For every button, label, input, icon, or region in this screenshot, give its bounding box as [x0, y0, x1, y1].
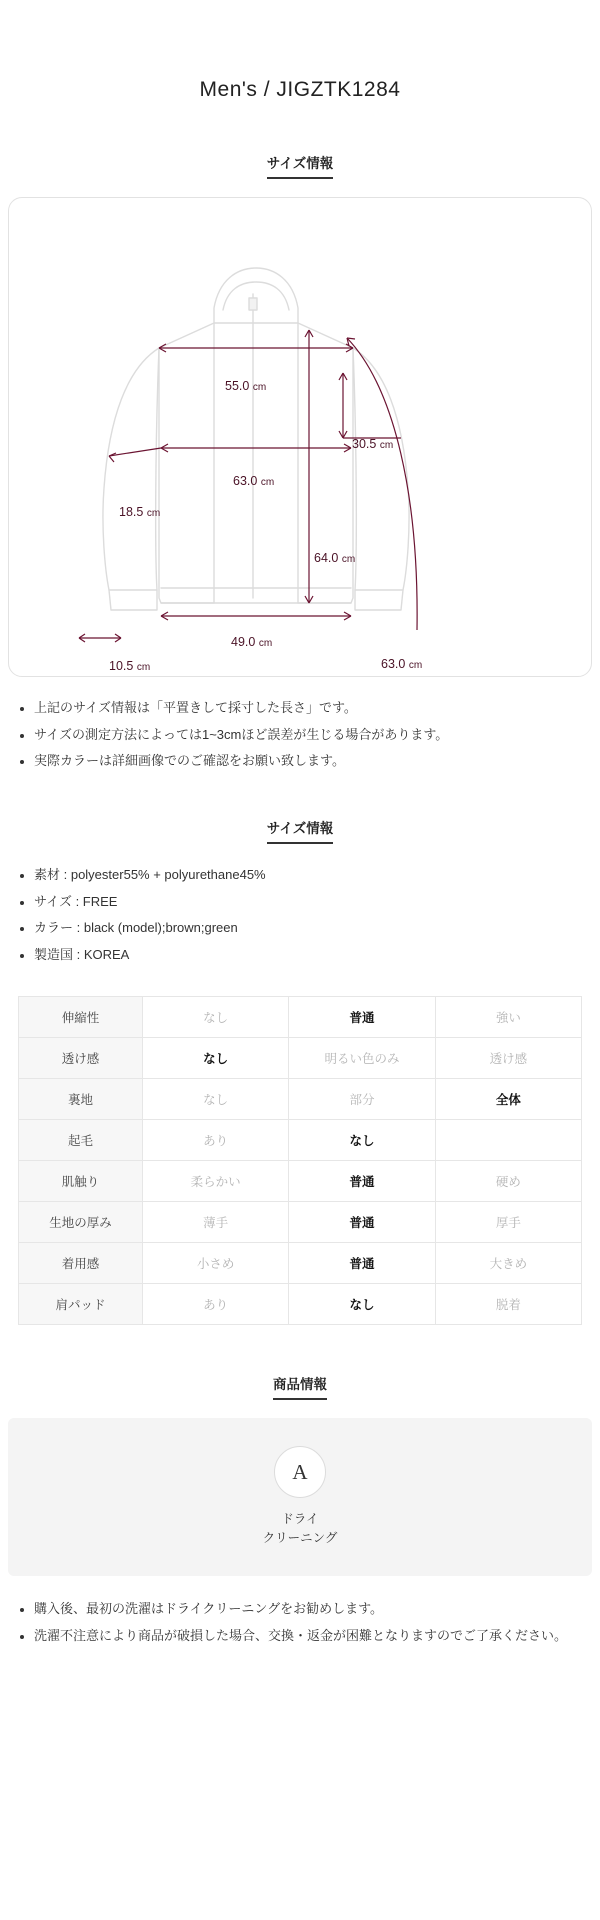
care-label-line2: クリーニング: [262, 1531, 338, 1546]
row-label: 着用感: [19, 1243, 143, 1284]
option-cell: 普通: [289, 1161, 435, 1202]
spec-table: [18, 996, 582, 1325]
size-info-2-heading-wrap: [0, 817, 600, 844]
option-cell: 部分: [289, 1079, 435, 1120]
option-cell: なし: [289, 1284, 435, 1325]
option-cell: 強い: [435, 997, 581, 1038]
option-cell: [435, 1120, 581, 1161]
list-item: サイズの測定方法によっては1~3cmほど誤差が生じる場合があります。: [34, 722, 574, 749]
table-row: [19, 1284, 582, 1325]
row-label: 肌触り: [19, 1161, 143, 1202]
table-row: [19, 1038, 582, 1079]
notes-top-list: [0, 695, 600, 775]
product-info-heading-wrap: [0, 1373, 600, 1400]
page-title: Men's / JIGZTK1284: [199, 78, 401, 101]
list-item: 洗濯不注意により商品が破損した場合、交換・返金が困難となりますのでご了承ください。: [34, 1623, 574, 1650]
dim-shoulder: 55.0 cm: [225, 379, 267, 393]
list-item: 上記のサイズ情報は「平置きして採寸した長さ」です。: [34, 695, 574, 722]
table-row: [19, 1161, 582, 1202]
care-label: [263, 1510, 338, 1549]
option-cell: なし: [143, 997, 289, 1038]
notes-bottom-list: [0, 1596, 600, 1689]
option-cell: なし: [143, 1038, 289, 1079]
option-cell: 普通: [289, 1202, 435, 1243]
row-label: 伸縮性: [19, 997, 143, 1038]
option-cell: 小さめ: [143, 1243, 289, 1284]
dim-cuff: 18.5 cm: [119, 505, 161, 519]
option-cell: 普通: [289, 1243, 435, 1284]
option-cell: 透け感: [435, 1038, 581, 1079]
product-info-heading: 商品情報: [273, 1373, 327, 1400]
size-info-heading-wrap: [0, 152, 600, 179]
option-cell: なし: [289, 1120, 435, 1161]
option-cell: 柔らかい: [143, 1161, 289, 1202]
list-item: サイズ : FREE: [34, 889, 574, 916]
table-row: [19, 1243, 582, 1284]
care-label-line1: ドライ: [281, 1512, 319, 1527]
option-cell: 脱着: [435, 1284, 581, 1325]
list-item: カラー : black (model);brown;green: [34, 915, 574, 942]
table-row: [19, 1202, 582, 1243]
list-item: 製造国 : KOREA: [34, 942, 574, 969]
dim-hem-rib: 10.5 cm: [109, 659, 151, 673]
table-row: [19, 1079, 582, 1120]
option-cell: 硬め: [435, 1161, 581, 1202]
size-info-heading: サイズ情報: [267, 152, 333, 179]
option-cell: 厚手: [435, 1202, 581, 1243]
dry-clean-icon: A: [274, 1446, 326, 1498]
row-label: 透け感: [19, 1038, 143, 1079]
option-cell: あり: [143, 1120, 289, 1161]
care-instruction-box: [8, 1418, 592, 1576]
row-label: 生地の厚み: [19, 1202, 143, 1243]
option-cell: 明るい色のみ: [289, 1038, 435, 1079]
list-item: 購入後、最初の洗濯はドライクリーニングをお勧めします。: [34, 1596, 574, 1623]
table-row: [19, 1120, 582, 1161]
table-row: [19, 997, 582, 1038]
row-label: 肩パッド: [19, 1284, 143, 1325]
dim-chest: 63.0 cm: [233, 474, 275, 488]
option-cell: なし: [143, 1079, 289, 1120]
list-item: 実際カラーは詳細画像でのご確認をお願い致します。: [34, 748, 574, 775]
list-item: 素材 : polyester55% + polyurethane45%: [34, 862, 574, 889]
size-info-2-heading: サイズ情報: [267, 817, 333, 844]
spec-list: [0, 862, 600, 969]
dim-sleeve: 63.0 cm: [381, 657, 423, 671]
option-cell: 大きめ: [435, 1243, 581, 1284]
dim-length: 64.0 cm: [314, 551, 356, 565]
option-cell: あり: [143, 1284, 289, 1325]
row-label: 起毛: [19, 1120, 143, 1161]
dim-sleeve-opening: 30.5 cm: [352, 437, 394, 451]
option-cell: 薄手: [143, 1202, 289, 1243]
option-cell: 全体: [435, 1079, 581, 1120]
dim-hem: 49.0 cm: [231, 635, 273, 649]
size-diagram: [8, 197, 592, 677]
option-cell: 普通: [289, 997, 435, 1038]
row-label: 裏地: [19, 1079, 143, 1120]
